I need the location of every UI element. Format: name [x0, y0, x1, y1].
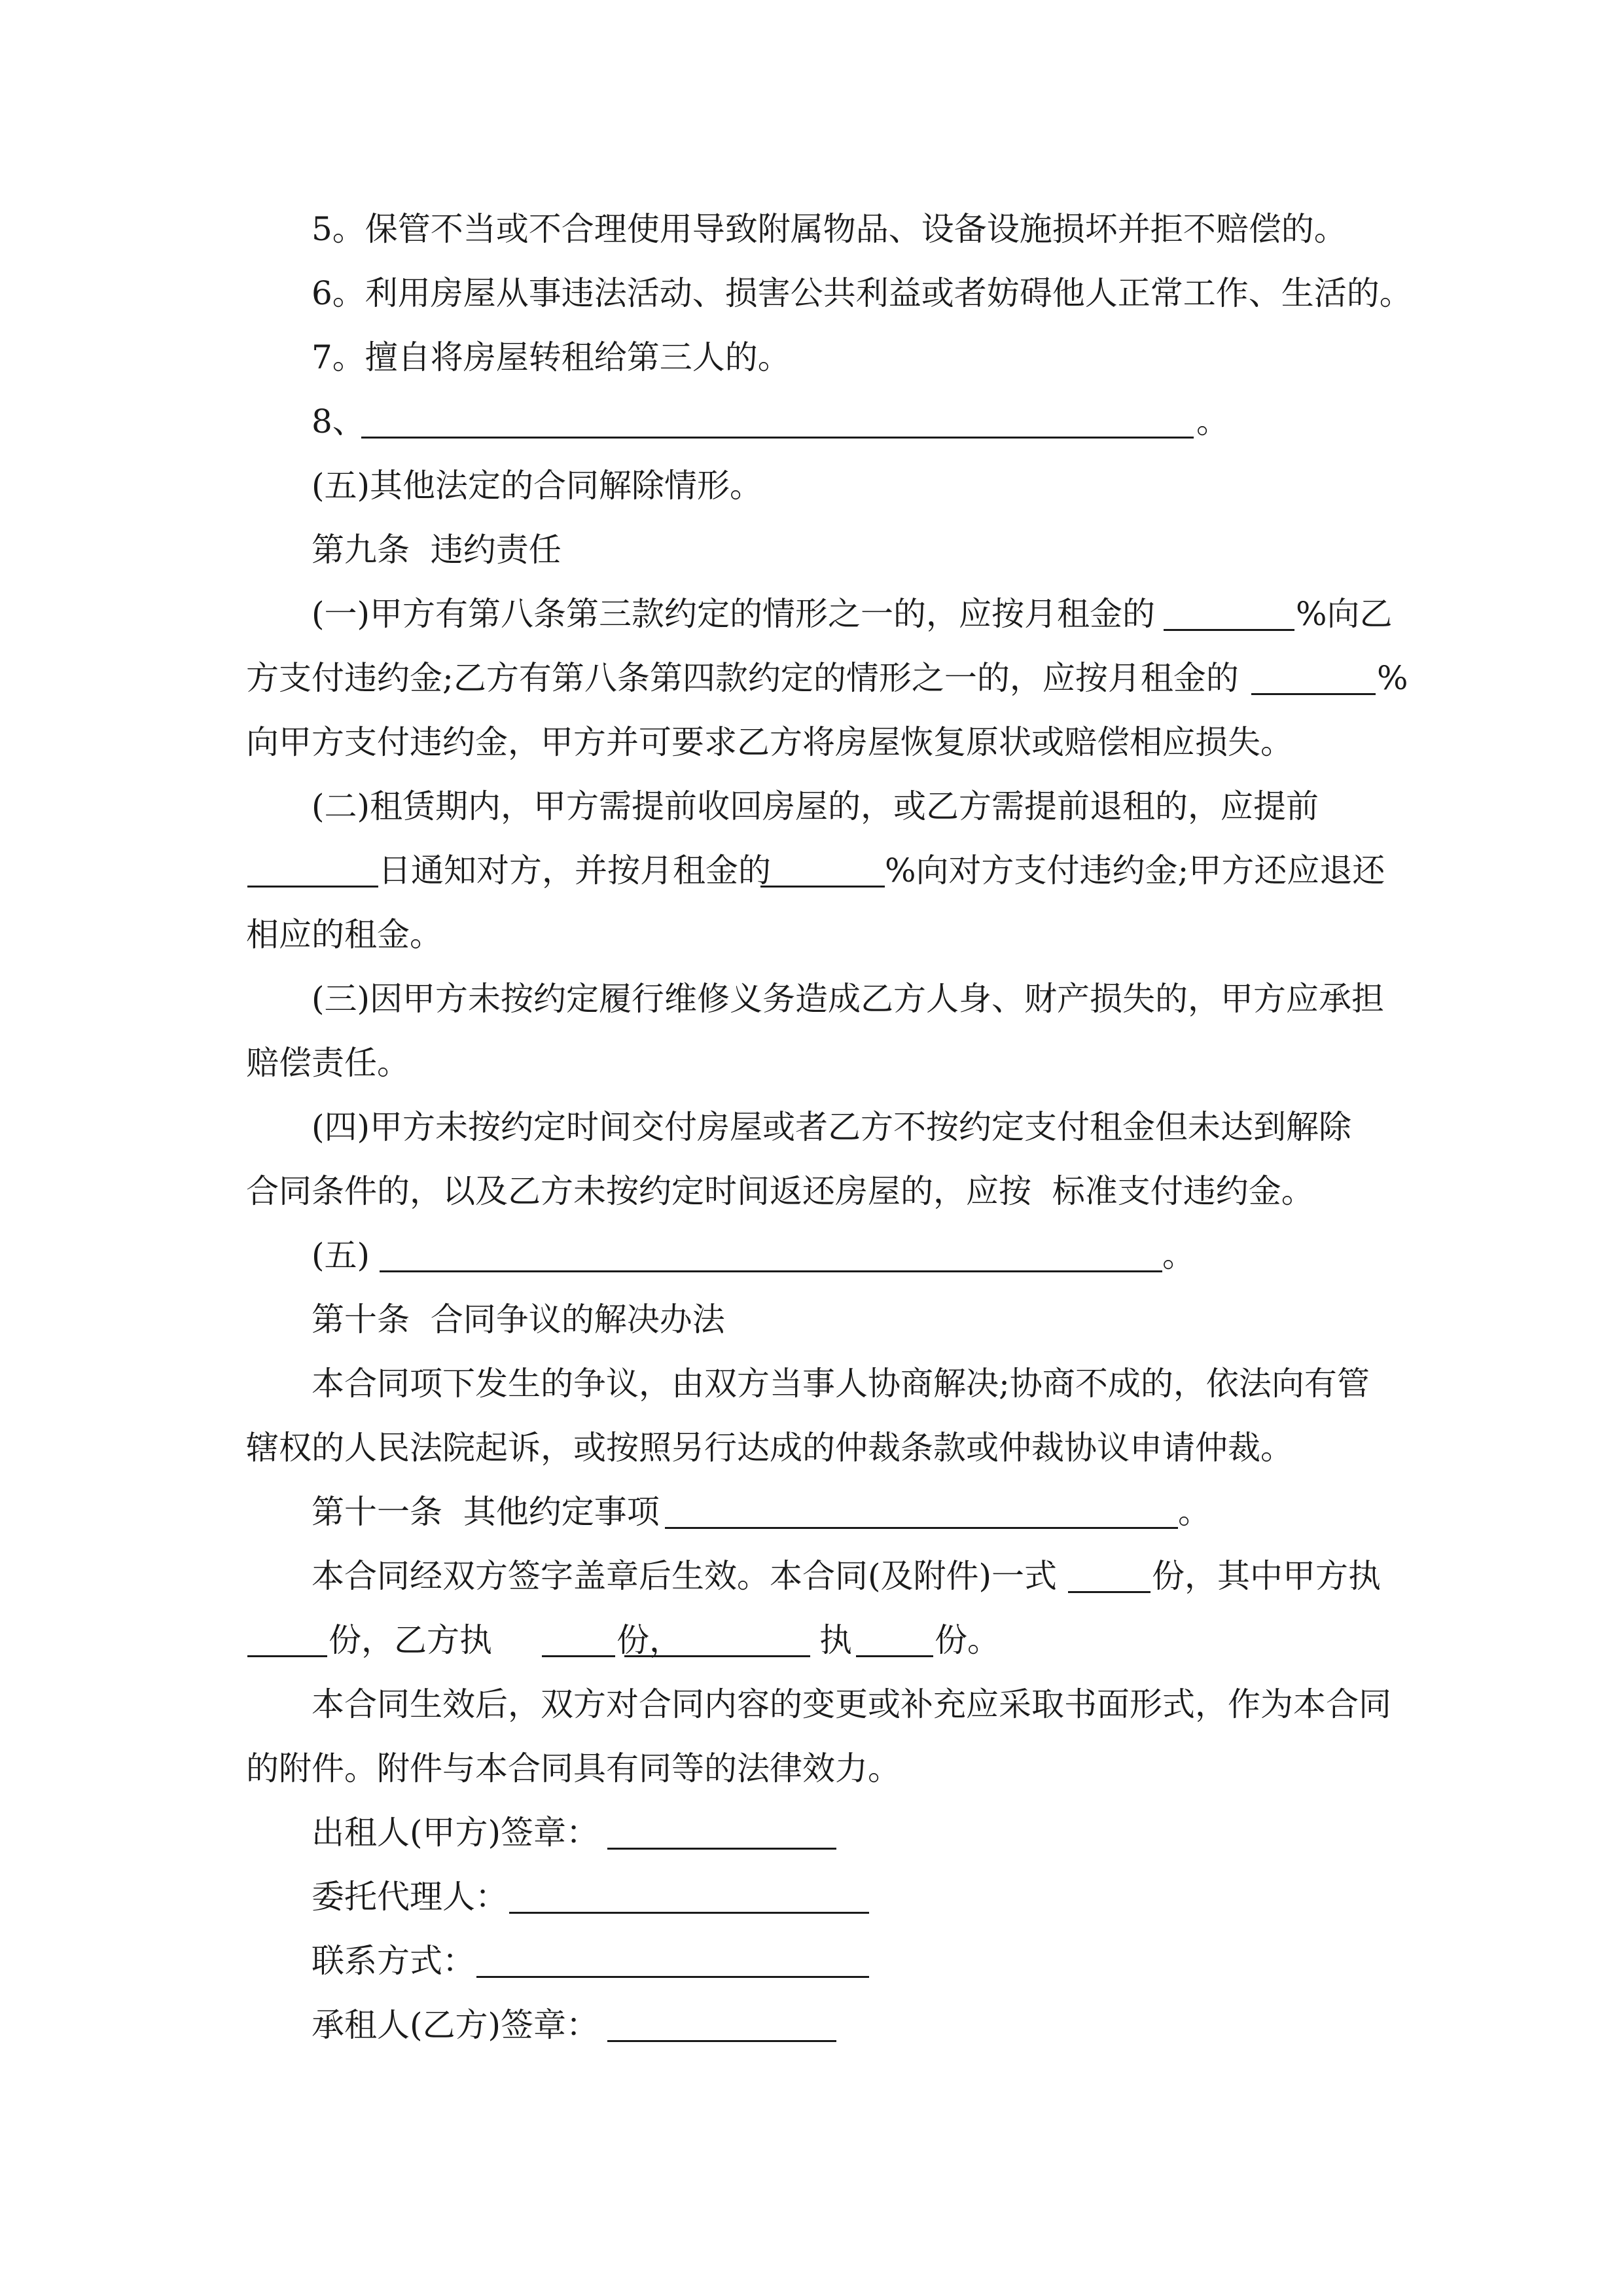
article-11-suffix: 。	[1178, 1493, 1211, 1531]
article-10-body-line1	[0, 1351, 1623, 1416]
blank-third-party	[624, 1655, 810, 1657]
signature-lessor	[0, 1800, 1623, 1865]
closing-text-b: 份，其中甲方执	[1152, 1557, 1381, 1595]
article-9-p3-line2	[0, 1030, 1623, 1096]
blank-copies-lessor	[247, 1655, 327, 1657]
blank-notice-days	[247, 885, 378, 888]
article-10-body-line2	[0, 1415, 1623, 1480]
article-9-heading	[0, 517, 1623, 583]
article-9-p2-line3	[0, 902, 1623, 967]
closing-text-f: 份。	[935, 1621, 1000, 1659]
clause-item-7	[0, 325, 1623, 390]
article-9-p3-text-a: (三)因甲方未按约定履行维修义务造成乙方人身、财产损失的，甲方应承担	[312, 980, 1385, 1018]
blank-copies-total	[1068, 1590, 1150, 1593]
closing-line3	[0, 1672, 1623, 1737]
signature-lessor-label: 出租人(甲方)签章：	[312, 1814, 599, 1852]
blank-penalty-rate-c	[760, 885, 885, 888]
article-9-p5-prefix: (五)	[312, 1236, 370, 1274]
article-9-p2-text-b: 日通知对方，并按月租金的	[378, 852, 771, 889]
article-9-p1-text-a: (一)甲方有第八条第三款约定的情形之一的，应按月租金的	[312, 595, 1156, 633]
article-11-heading	[0, 1479, 1623, 1545]
article-9-p4-text-a: (四)甲方未按约定时间交付房屋或者乙方不按约定支付租金但未达到解除	[312, 1108, 1352, 1146]
signature-contact	[0, 1928, 1623, 1994]
clause-item-6-text: 6。利用房屋从事违法活动、损害公共利益或者妨碍他人正常工作、生活的。	[312, 274, 1412, 312]
closing-line1	[0, 1543, 1623, 1609]
article-9-p2-text-a: (二)租赁期内，甲方需提前收回房屋的，或乙方需提前退租的，应提前	[312, 787, 1319, 825]
article-9-p2-text-d: 相应的租金。	[246, 916, 442, 954]
article-9-p5	[0, 1223, 1623, 1288]
blank-item-8	[361, 436, 1194, 439]
article-9-p4-text-b: 合同条件的，以及乙方未按约定时间返还房屋的，应按 标准支付违约金。	[246, 1172, 1314, 1210]
signature-agent-label: 委托代理人：	[312, 1878, 508, 1916]
closing-text-d: 份，	[616, 1621, 682, 1659]
article-10-body-text-a: 本合同项下发生的争议，由双方当事人协商解决;协商不成的，依法向有管	[312, 1365, 1370, 1403]
article-10-heading	[0, 1287, 1623, 1352]
clause-item-5	[0, 196, 1623, 262]
blank-article-9-p5	[380, 1270, 1162, 1272]
blank-article-11	[665, 1526, 1178, 1529]
signature-lessee	[0, 1992, 1623, 2058]
article-9-p1-text-c: 方支付违约金;乙方有第八条第四款约定的情形之一的，应按月租金的	[246, 659, 1239, 697]
article-9-p1-line3	[0, 709, 1623, 775]
signature-agent-field[interactable]	[509, 1911, 869, 1914]
closing-text-c: 份，乙方执	[329, 1621, 492, 1659]
article-9-p2-line1	[0, 774, 1623, 839]
article-9-p2-text-c: %向对方支付违约金;甲方还应退还	[885, 852, 1385, 889]
article-9-p1-text-e: 向甲方支付违约金，甲方并可要求乙方将房屋恢复原状或赔偿相应损失。	[246, 723, 1293, 761]
signature-contact-label: 联系方式：	[312, 1942, 475, 1980]
article-9-p3-line1	[0, 966, 1623, 1031]
clause-item-6	[0, 260, 1623, 326]
signature-lessee-label: 承租人(乙方)签章：	[312, 2006, 599, 2044]
closing-line4	[0, 1736, 1623, 1801]
article-10-body-text-b: 辖权的人民法院起诉，或按照另行达成的仲裁条款或仲裁协议申请仲裁。	[246, 1429, 1293, 1467]
clause-item-7-text: 7。擅自将房屋转租给第三人的。	[312, 338, 791, 376]
clause-other-termination	[0, 453, 1623, 518]
clause-other-termination-text: (五)其他法定的合同解除情形。	[312, 467, 763, 505]
clause-item-8-suffix: 。	[1196, 403, 1229, 440]
article-9-p1-line1	[0, 581, 1623, 647]
closing-text-e: 执	[819, 1621, 852, 1659]
clause-item-5-text: 5。保管不当或不合理使用导致附属物品、设备设施损坏并拒不赔偿的。	[312, 210, 1347, 248]
blank-copies-lessee	[542, 1655, 615, 1657]
article-9-p4-line2	[0, 1158, 1623, 1224]
closing-text-a: 本合同经双方签字盖章后生效。本合同(及附件)一式	[312, 1557, 1058, 1595]
signature-agent	[0, 1864, 1623, 1929]
article-9-p5-suffix: 。	[1162, 1236, 1195, 1274]
article-9-p1-text-d: %	[1377, 659, 1408, 697]
article-9-p1-line2	[0, 645, 1623, 711]
clause-item-8-prefix: 8、	[312, 403, 365, 440]
article-9-p4-line1	[0, 1094, 1623, 1160]
closing-text-h: 的附件。附件与本合同具有同等的法律效力。	[246, 1749, 901, 1787]
closing-text-g: 本合同生效后，双方对合同内容的变更或补充应采取书面形式，作为本合同	[312, 1685, 1391, 1723]
clause-item-8	[0, 389, 1623, 454]
blank-penalty-rate-b	[1251, 692, 1376, 695]
blank-penalty-rate-a	[1164, 628, 1294, 631]
article-9-p1-text-b: %向乙	[1296, 595, 1393, 633]
signature-lessee-field[interactable]	[607, 2039, 836, 2042]
article-11-heading-text: 第十一条 其他约定事项	[312, 1493, 660, 1531]
signature-contact-field[interactable]	[476, 1975, 869, 1978]
article-9-p2-line2	[0, 838, 1623, 903]
closing-line2	[0, 1607, 1623, 1673]
article-10-heading-text: 第十条 合同争议的解决办法	[312, 1300, 725, 1338]
blank-copies-third	[856, 1655, 933, 1657]
article-9-p3-text-b: 赔偿责任。	[246, 1044, 410, 1082]
signature-lessor-field[interactable]	[607, 1847, 836, 1850]
article-9-heading-text: 第九条 违约责任	[312, 531, 562, 569]
